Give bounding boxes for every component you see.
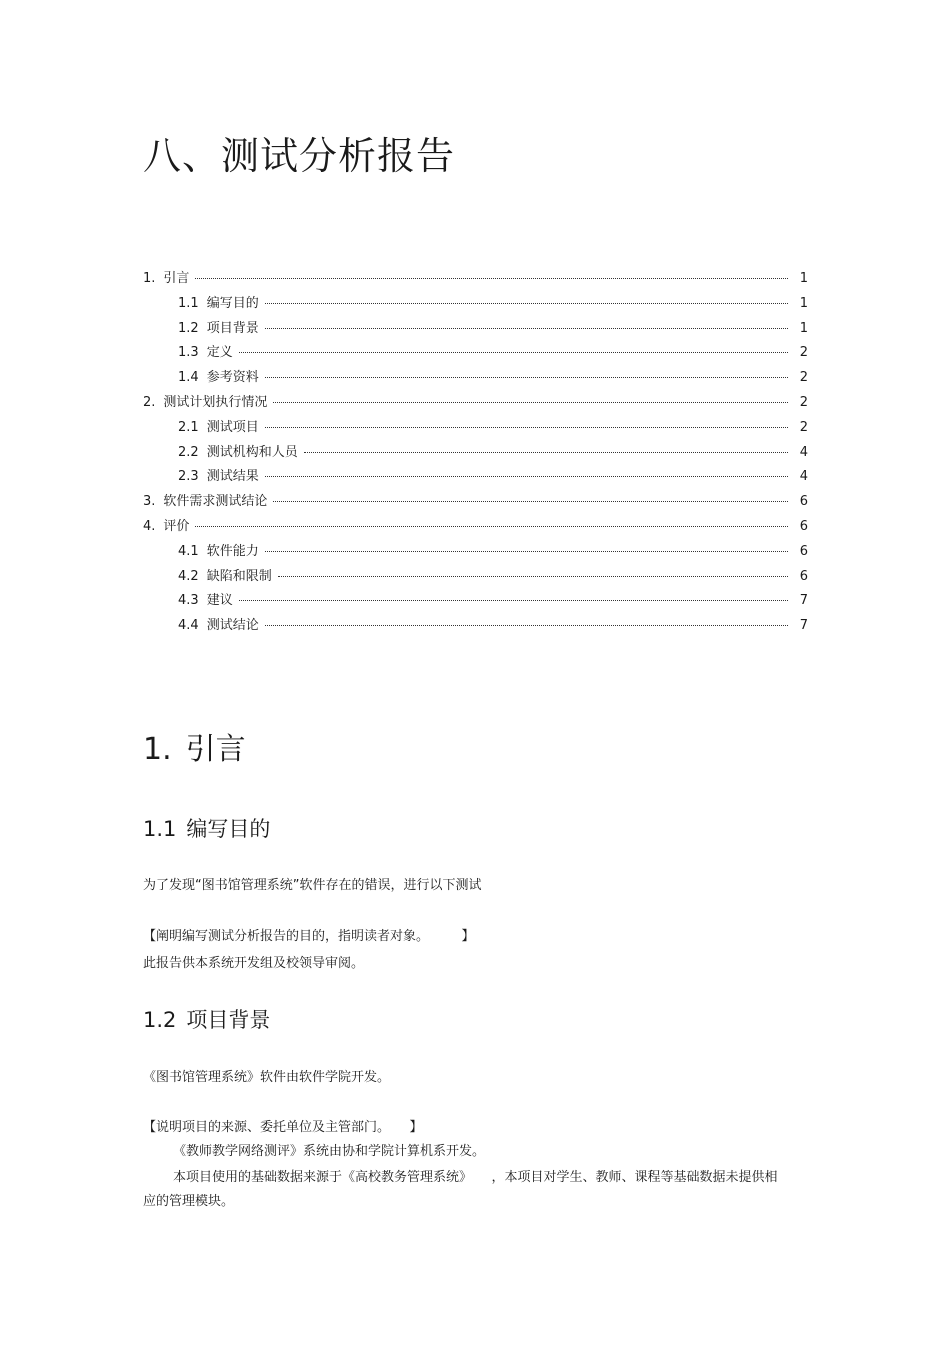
- toc-page-number: 4: [799, 469, 808, 485]
- paragraph: 《图书馆管理系统》软件由软件学院开发。: [143, 1070, 391, 1085]
- toc-number: 1.3: [178, 345, 199, 361]
- toc-label: 测试结论: [206, 618, 259, 634]
- toc-leader-dots: [239, 600, 788, 601]
- paragraph: 《教师教学网络测评》系统由协和学院计算机系开发。: [173, 1144, 486, 1159]
- paragraph: 本项目使用的基础数据来源于《高校教务管理系统》 ，本项目对学生、教师、课程等基础数据未提供相应的管理模块。: [143, 1170, 778, 1209]
- toc-number: 2.2: [178, 444, 199, 460]
- toc-page-number: 6: [799, 518, 808, 534]
- paragraph: 为了发现“图书馆管理系统”软件存在的错误，进行以下测试: [143, 878, 482, 893]
- toc-entry[interactable]: [143, 393, 808, 418]
- toc-entry[interactable]: [143, 517, 808, 542]
- paragraph: 此报告供本系统开发组及校领导审阅。: [143, 956, 365, 971]
- subsection-heading-1-1: [143, 814, 270, 844]
- toc-leader-dots: [304, 452, 788, 453]
- toc-label: 测试机构和人员: [206, 444, 298, 460]
- toc-number: 2.1: [178, 419, 199, 435]
- toc-leader-dots: [265, 551, 788, 552]
- toc-page-number: 2: [799, 419, 808, 435]
- toc-leader-dots: [239, 352, 788, 353]
- toc-page-number: 1: [799, 271, 808, 286]
- toc-label: 测试结果: [206, 469, 259, 485]
- toc-page-number: 2: [799, 394, 808, 410]
- toc-leader-dots: [195, 278, 788, 279]
- section-heading-1: [143, 730, 246, 770]
- subsection-number: 1.2: [143, 1008, 177, 1032]
- subsection-title: 编写目的: [186, 817, 271, 841]
- toc-number: 1.1: [178, 295, 199, 311]
- toc-number: 4.3: [178, 593, 199, 609]
- toc-leader-dots: [265, 476, 788, 477]
- toc-page-number: 2: [799, 370, 808, 386]
- toc-entry[interactable]: [143, 343, 808, 368]
- toc-label: 测试计划执行情况: [163, 394, 268, 410]
- toc-number: 2.3: [178, 469, 199, 485]
- toc-number: 4.2: [178, 568, 199, 584]
- subsection-heading-1-2: [143, 1005, 270, 1035]
- toc-entry[interactable]: [143, 269, 808, 294]
- toc-page-number: 4: [799, 444, 808, 460]
- toc-number: 4.4: [178, 618, 199, 634]
- toc-label: 编写目的: [206, 295, 259, 311]
- toc-entry[interactable]: [143, 418, 808, 443]
- toc-number: 4.: [143, 518, 156, 534]
- toc-leader-dots: [265, 328, 788, 329]
- toc-label: 软件需求测试结论: [163, 494, 268, 510]
- toc-number: 4.1: [178, 543, 199, 559]
- toc-label: 定义: [206, 345, 233, 361]
- toc-leader-dots: [265, 625, 788, 626]
- toc-number: 1.4: [178, 370, 199, 386]
- toc-label: 项目背景: [206, 320, 259, 336]
- toc-label: 参考资料: [206, 370, 259, 386]
- toc-leader-dots: [265, 303, 788, 304]
- toc-number: 2.: [143, 394, 156, 410]
- toc-page-number: 7: [799, 618, 808, 634]
- toc-page-number: 6: [799, 568, 808, 584]
- toc-entry[interactable]: [143, 616, 808, 641]
- toc-leader-dots: [265, 377, 788, 378]
- toc-label: 引言: [163, 271, 190, 286]
- toc-leader-dots: [273, 402, 788, 403]
- toc-label: 软件能力: [206, 543, 259, 559]
- toc-entry[interactable]: [143, 591, 808, 616]
- section-title: 引言: [185, 732, 246, 767]
- toc-leader-dots: [278, 576, 788, 577]
- toc-number: 3.: [143, 494, 156, 510]
- toc-label: 缺陷和限制: [206, 568, 272, 584]
- toc-leader-dots: [265, 427, 788, 428]
- toc-entry[interactable]: [143, 319, 808, 344]
- toc-number: 1.: [143, 271, 156, 286]
- toc-label: 建议: [206, 593, 233, 609]
- toc-leader-dots: [195, 526, 788, 527]
- document-title: 八、测试分析报告: [143, 134, 456, 178]
- toc-page-number: 6: [799, 543, 808, 559]
- toc-label: 测试项目: [206, 419, 259, 435]
- paragraph-note: 【阐明编写测试分析报告的目的，指明读者对象。 】: [143, 929, 475, 944]
- toc-entry[interactable]: [143, 467, 808, 492]
- toc-page-number: 1: [799, 295, 808, 311]
- subsection-number: 1.1: [143, 817, 177, 841]
- toc-page-number: 7: [799, 593, 808, 609]
- toc-entry[interactable]: [143, 294, 808, 319]
- toc-entry[interactable]: [143, 368, 808, 393]
- section-number: 1.: [143, 732, 172, 767]
- toc-page-number: 6: [799, 494, 808, 510]
- paragraph-note: 【说明项目的来源、委托单位及主管部门。 】: [143, 1120, 423, 1135]
- toc-number: 1.2: [178, 320, 199, 336]
- table-of-contents: [143, 269, 808, 641]
- toc-leader-dots: [273, 501, 788, 502]
- toc-entry[interactable]: [143, 492, 808, 517]
- toc-entry[interactable]: [143, 443, 808, 468]
- toc-page-number: 1: [799, 320, 808, 336]
- toc-entry[interactable]: [143, 567, 808, 592]
- toc-page-number: 2: [799, 345, 808, 361]
- toc-entry[interactable]: [143, 542, 808, 567]
- toc-label: 评价: [163, 518, 190, 534]
- subsection-title: 项目背景: [186, 1008, 271, 1032]
